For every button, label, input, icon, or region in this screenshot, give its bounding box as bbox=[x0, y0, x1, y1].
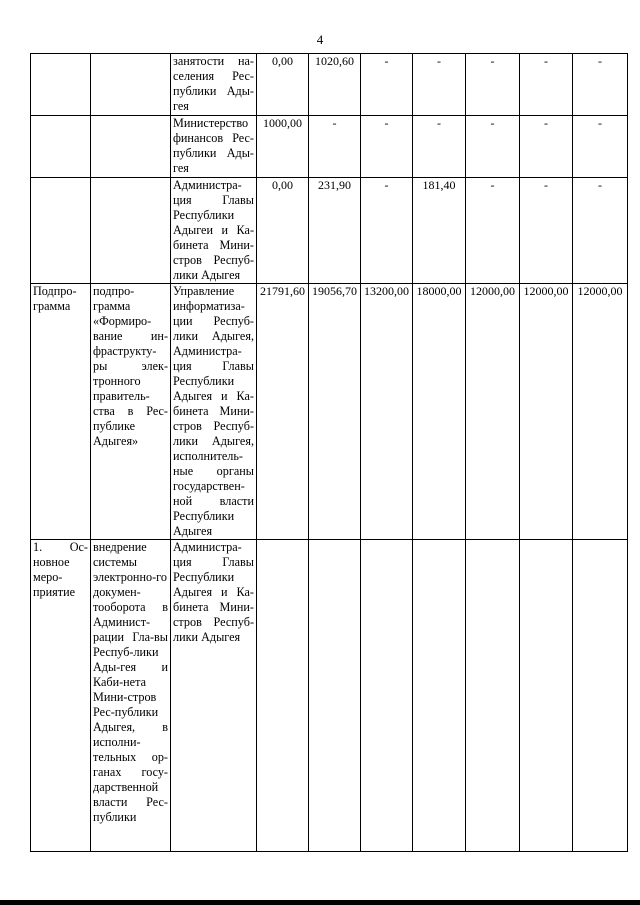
program-name-cell bbox=[91, 178, 171, 284]
program-name-cell bbox=[91, 54, 171, 116]
budget-table bbox=[30, 53, 628, 852]
row-type-cell bbox=[31, 178, 91, 284]
value-cell: 1020,60 bbox=[309, 54, 361, 116]
table-row bbox=[31, 284, 628, 540]
value-cell bbox=[361, 540, 413, 852]
value-cell: - bbox=[309, 116, 361, 178]
program-name-cell: подпро-грамма «Формиро-вание ин-фраструкту-ры элек-тронного правитель-ства в Рес-публике Адыгея» bbox=[91, 284, 171, 540]
value-cell: - bbox=[573, 178, 628, 284]
value-cell bbox=[257, 540, 309, 852]
value-cell: - bbox=[413, 116, 466, 178]
table-row bbox=[31, 178, 628, 284]
value-cell: 12000,00 bbox=[520, 284, 573, 540]
row-type-cell bbox=[31, 116, 91, 178]
value-cell: 0,00 bbox=[257, 54, 309, 116]
value-cell: 19056,70 bbox=[309, 284, 361, 540]
value-cell: - bbox=[361, 54, 413, 116]
value-cell: 181,40 bbox=[413, 178, 466, 284]
value-cell: 231,90 bbox=[309, 178, 361, 284]
program-name-cell bbox=[91, 116, 171, 178]
executor-cell: Администра-ция Главы Республики Адыгеи и Ка-бинета Мини-стров Респуб-лики Адыгея bbox=[171, 178, 257, 284]
executor-cell: Министерство финансов Рес-публики Ады-гея bbox=[171, 116, 257, 178]
page-number: 4 bbox=[316, 32, 324, 47]
value-cell: - bbox=[361, 116, 413, 178]
scan-edge bbox=[0, 900, 640, 905]
value-cell: 12000,00 bbox=[466, 284, 520, 540]
value-cell: - bbox=[466, 54, 520, 116]
row-type-cell: 1. Ос-новное меро-приятие bbox=[31, 540, 91, 852]
value-cell bbox=[520, 540, 573, 852]
value-cell: - bbox=[413, 54, 466, 116]
value-cell: - bbox=[466, 178, 520, 284]
value-cell: 18000,00 bbox=[413, 284, 466, 540]
value-cell: - bbox=[520, 54, 573, 116]
table-row bbox=[31, 540, 628, 852]
value-cell: - bbox=[520, 116, 573, 178]
value-cell bbox=[413, 540, 466, 852]
value-cell: 21791,60 bbox=[257, 284, 309, 540]
executor-cell: занятости на-селения Рес-публики Ады-гея bbox=[171, 54, 257, 116]
value-cell bbox=[466, 540, 520, 852]
program-name-cell: внедрение системы электронно-го докумен-тооборота в Админист-рации Гла-вы Респуб-лики Ады-гея и Каби-нета Мини-стров Рес-публики Адыгея, в исполни-тельных ор-ганах госу-дарственной власти Рес-публики bbox=[91, 540, 171, 852]
row-type-cell bbox=[31, 54, 91, 116]
executor-cell: Управление информатиза-ции Респуб-лики Адыгея, Администра-ция Главы Республики Адыгея и Ка-бинета Мини-стров Респуб-лики Адыгея, исполнитель-ные органы государствен-ной власти Республики Адыгея bbox=[171, 284, 257, 540]
row-type-cell: Подпро-грамма bbox=[31, 284, 91, 540]
value-cell: 1000,00 bbox=[257, 116, 309, 178]
table-row bbox=[31, 54, 628, 116]
value-cell: - bbox=[361, 178, 413, 284]
table-row bbox=[31, 116, 628, 178]
value-cell: - bbox=[520, 178, 573, 284]
value-cell: - bbox=[573, 116, 628, 178]
value-cell: - bbox=[573, 54, 628, 116]
value-cell: - bbox=[466, 116, 520, 178]
value-cell: 0,00 bbox=[257, 178, 309, 284]
value-cell: 13200,00 bbox=[361, 284, 413, 540]
value-cell bbox=[309, 540, 361, 852]
executor-cell: Администра-ция Главы Республики Адыгея и Ка-бинета Мини-стров Респуб-лики Адыгея bbox=[171, 540, 257, 852]
value-cell: 12000,00 bbox=[573, 284, 628, 540]
value-cell bbox=[573, 540, 628, 852]
